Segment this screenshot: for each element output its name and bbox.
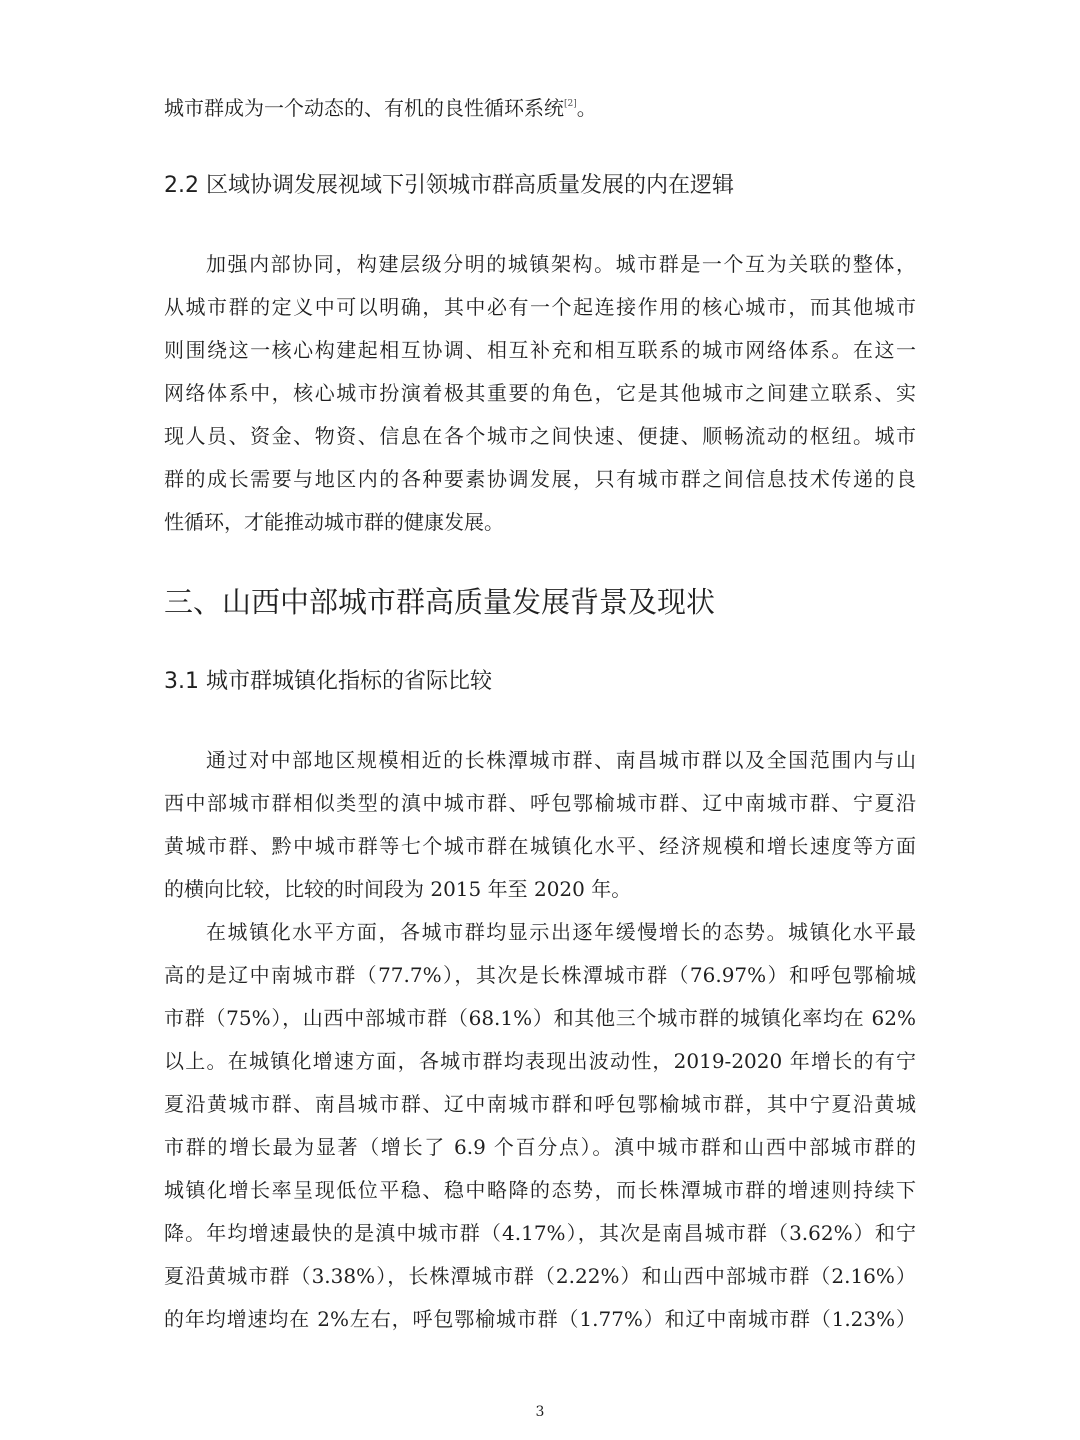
intro-text: 城市群成为一个动态的、有机的良性循环系统: [164, 96, 564, 120]
section-2-2-heading: 2.2 区域协调发展视域下引领城市群高质量发展的内在逻辑: [164, 173, 734, 198]
paragraph-1-line-3: 黄城市群、黔中城市群等七个城市群在城镇化水平、经济规模和增长速度等方面: [164, 834, 916, 858]
paragraph-2-line-9: 夏沿黄城市群（3.38%），长株潭城市群（2.22%）和山西中部城市群（2.16%）: [164, 1264, 916, 1288]
paragraph-1-line-2: 西中部城市群相似类型的滇中城市群、呼包鄂榆城市群、辽中南城市群、宁夏沿: [164, 791, 916, 815]
chapter-3-heading: 三、山西中部城市群高质量发展背景及现状: [164, 585, 716, 619]
page-number: 3: [535, 1404, 545, 1420]
paragraph-2-line-4: 以上。在城镇化增速方面，各城市群均表现出波动性，2019-2020 年增长的有宁: [164, 1049, 916, 1073]
paragraph-2-line-3: 市群（75%），山西中部城市群（68.1%）和其他三个城市群的城镇化率均在 62%: [164, 1006, 916, 1030]
paragraph-2-line-2: 高的是辽中南城市群（77.7%），其次是长株潭城市群（76.97%）和呼包鄂榆城: [164, 963, 916, 987]
section-3-1-heading: 3.1 城市群城镇化指标的省际比较: [164, 669, 492, 694]
citation-mark[interactable]: [2]: [564, 99, 577, 109]
paragraph-2-line-1: 在城镇化水平方面，各城市群均显示出逐年缓慢增长的态势。城镇化水平最: [206, 920, 916, 944]
section-2-2-line-2: 从城市群的定义中可以明确，其中必有一个起连接作用的核心城市，而其他城市: [164, 295, 916, 319]
intro-line: [164, 86, 916, 126]
paragraph-2-line-10: 的年均增速均在 2%左右，呼包鄂榆城市群（1.77%）和辽中南城市群（1.23%）: [164, 1307, 916, 1331]
section-2-2-line-1: 加强内部协同，构建层级分明的城镇架构。城市群是一个互为关联的整体，: [206, 252, 916, 276]
section-2-2-line-5: 现人员、资金、物资、信息在各个城市之间快速、便捷、顺畅流动的枢纽。城市: [164, 424, 916, 448]
paragraph-1-line-4: 的横向比较，比较的时间段为 2015 年至 2020 年。: [164, 877, 632, 901]
paragraph-2-line-8: 降。年均增速最快的是滇中城市群（4.17%），其次是南昌城市群（3.62%）和宁: [164, 1221, 916, 1245]
section-2-2-line-6: 群的成长需要与地区内的各种要素协调发展，只有城市群之间信息技术传递的良: [164, 467, 916, 491]
paragraph-1-line-1: 通过对中部地区规模相近的长株潭城市群、南昌城市群以及全国范围内与山: [206, 748, 916, 772]
paragraph-2-line-5: 夏沿黄城市群、南昌城市群、辽中南城市群和呼包鄂榆城市群，其中宁夏沿黄城: [164, 1092, 916, 1116]
intro-text-end: 。: [576, 96, 597, 120]
section-2-2-line-7: 性循环，才能推动城市群的健康发展。: [164, 510, 504, 534]
section-2-2-line-3: 则围绕这一核心构建起相互协调、相互补充和相互联系的城市网络体系。在这一: [164, 338, 916, 362]
paragraph-2-line-7: 城镇化增长率呈现低位平稳、稳中略降的态势，而长株潭城市群的增速则持续下: [164, 1178, 916, 1202]
section-2-2-line-4: 网络体系中，核心城市扮演着极其重要的角色，它是其他城市之间建立联系、实: [164, 381, 916, 405]
paragraph-2-line-6: 市群的增长最为显著（增长了 6.9 个百分点）。滇中城市群和山西中部城市群的: [164, 1135, 916, 1159]
